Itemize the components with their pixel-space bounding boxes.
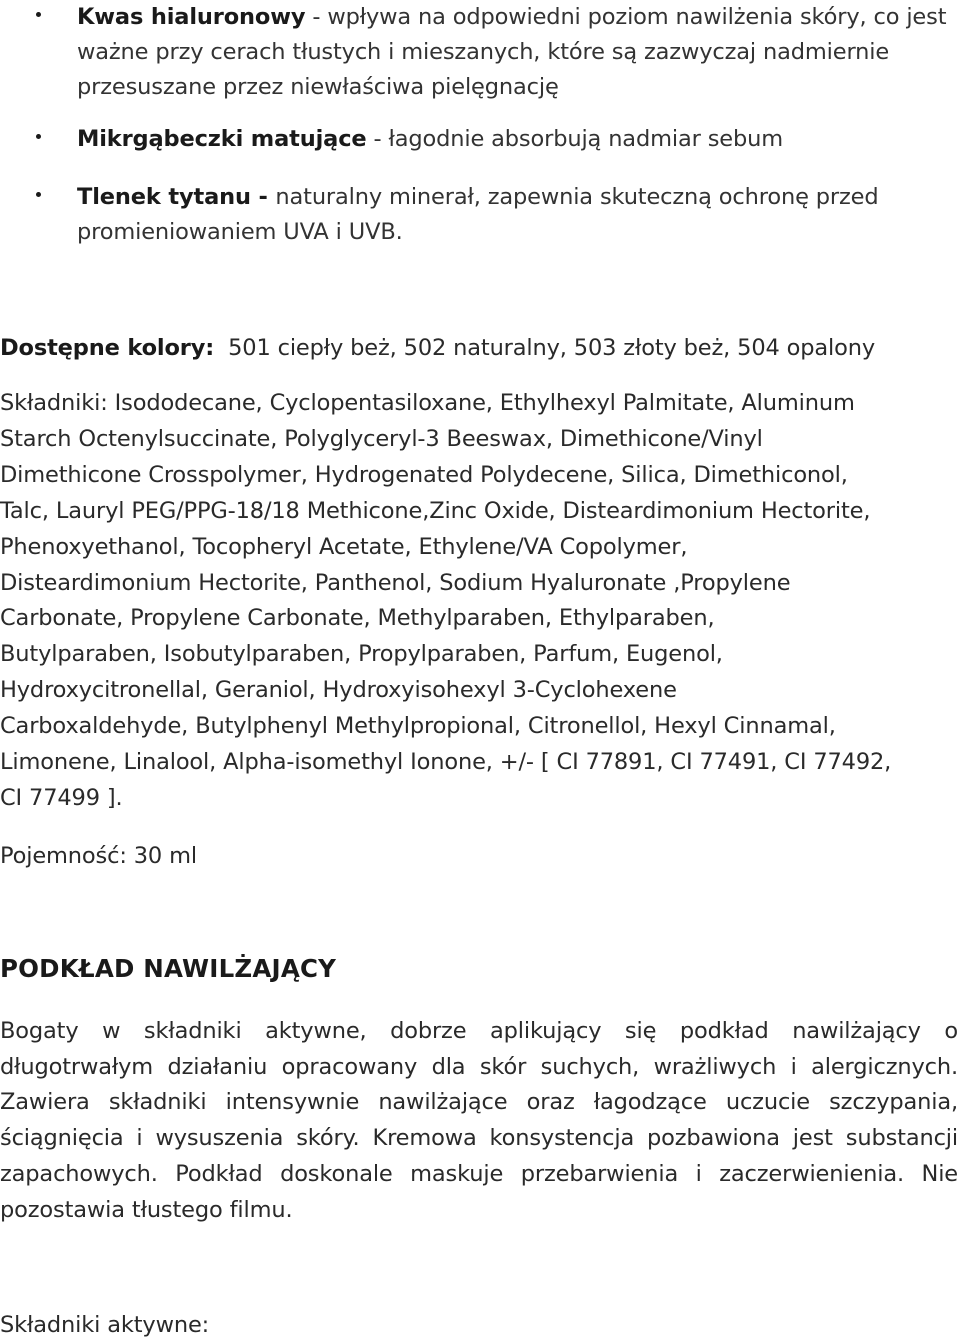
feature-text bbox=[77, 180, 947, 250]
feature-description: naturalny minerał, zapewnia skuteczną ochronę przed promieniowaniem UVA i UVB. bbox=[77, 184, 879, 245]
bullet-icon bbox=[36, 12, 41, 17]
colors-label: Dostępne kolory: bbox=[0, 335, 215, 361]
feature-term: Mikrgąbeczki matujące bbox=[77, 126, 367, 152]
feature-term: Tlenek tytanu - bbox=[77, 184, 276, 210]
bullet-icon bbox=[36, 134, 41, 139]
bullet-icon bbox=[36, 192, 41, 197]
feature-text bbox=[77, 122, 947, 157]
active-ingredients-label: Składniki aktywne: bbox=[0, 1312, 210, 1338]
ingredients-text: Składniki: Isododecane, Cyclopentasiloxane, Ethylhexyl Palmitate, Aluminum Starch Octenylsuccinate, Polyglyceryl-3 Beeswax, Dimethicone/Vinyl Dimethicone Crosspolymer, Hydrogenated Polydecene, Silica, Dimethiconol, Talc, Lauryl PEG/PPG-18/18 Methicone,Zinc Oxide, Disteardimonium Hectorite, Phenoxyethanol, Tocopheryl Acetate, Ethylene/VA Copolymer, Disteardimonium Hectorite, Panthenol, Sodium Hyaluronate ,Propylene Carbonate, Propylene Carbonate, Methylparaben, Ethylparaben, Butylparaben, Isobutylparaben, Propylparaben, Parfum, Eugenol, Hydroxycitronellal, Geraniol, Hydroxyisohexyl 3-Cyclohexene Carboxaldehyde, Butylphenyl Methylpropional, Citronellol, Hexyl Cinnamal, Limonene, Linalool, Alpha-isomethyl Ionone, +/- [ CI 77891, CI 77491, CI 77492, CI 77499 ]. bbox=[0, 390, 892, 811]
section-body: Bogaty w składniki aktywne, dobrze aplikujący się podkład nawilżający o długotrwałym działaniu opracowany dla skór suchych, wrażliwych i alergicznych. Zawiera składniki intensywnie nawilżające oraz łagodzące uczucie szczypania, ściągnięcia i wysuszenia skóry. Kremowa konsystencja pozbawiona jest substancji zapachowych. Podkład doskonale maskuje przebarwienia i zaczerwienienia. Nie pozostawia tłustego filmu. bbox=[0, 1018, 958, 1223]
feature-term: Kwas hialuronowy bbox=[77, 4, 306, 30]
section-heading: PODKŁAD NAWILŻAJĄCY bbox=[0, 954, 337, 983]
feature-text bbox=[77, 0, 947, 105]
feature-description: - wpływa na odpowiedni poziom nawilżenia skóry, co jest ważne przy cerach tłustych i mieszanych, które są zazwyczaj nadmiernie przesuszane przez niewłaściwa pielęgnację bbox=[77, 4, 947, 100]
capacity-text: Pojemność: 30 ml bbox=[0, 843, 197, 869]
feature-description: - łagodnie absorbują nadmiar sebum bbox=[366, 126, 783, 152]
available-colors bbox=[0, 330, 960, 366]
colors-value: 501 ciepły beż, 502 naturalny, 503 złoty beż, 504 opalony bbox=[214, 335, 876, 361]
